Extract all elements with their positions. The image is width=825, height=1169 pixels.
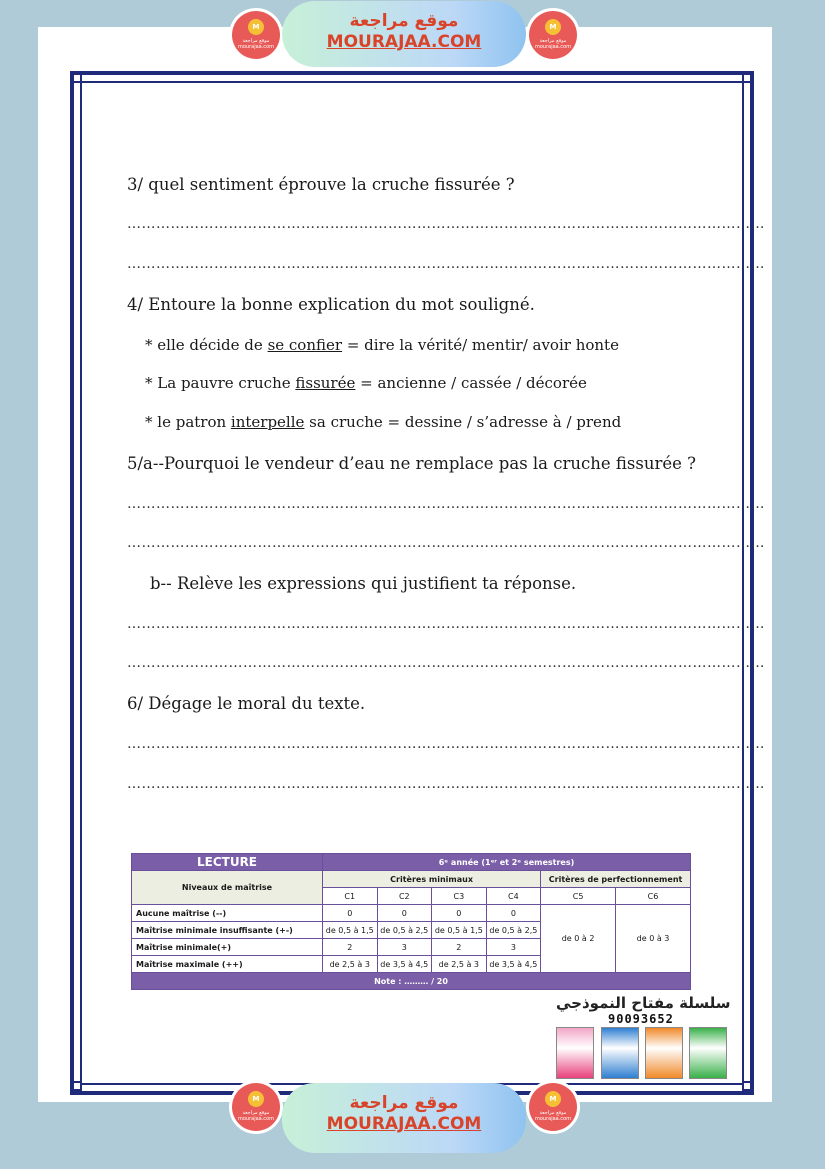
border-corner: [72, 1081, 82, 1091]
answer-line: ……………………………………………………………………………………………………………………: [127, 776, 765, 792]
question-4-option: * elle décide de se confier = dire la vérité/ mentir/ avoir honte: [145, 336, 619, 354]
column-header: C4: [486, 888, 541, 905]
column-header: C2: [377, 888, 432, 905]
border-corner: [742, 1081, 752, 1091]
table-header-perf: Critères de perfectionnement: [541, 871, 691, 888]
site-logo-text: موقع مراجعة mourajaa.com: [534, 1110, 571, 1122]
table-cell: 2: [323, 939, 378, 956]
site-banner-bottom[interactable]: [282, 1083, 526, 1153]
question-6: 6/ Dégage le moral du texte.: [127, 694, 366, 713]
table-cell-c6: de 0 à 3: [616, 905, 691, 973]
table-row: [132, 905, 691, 922]
table-cell: 2: [432, 939, 487, 956]
site-logo-icon[interactable]: M موقع مراجعة mourajaa.com: [232, 11, 280, 59]
table-cell: de 2,5 à 3: [323, 956, 378, 973]
site-logo-text: موقع مراجعة mourajaa.com: [534, 38, 571, 50]
answer-line: ……………………………………………………………………………………………………………………: [127, 496, 765, 512]
table-level: 6ᵉ année (1ᵉʳ et 2ᵉ semestres): [323, 854, 691, 871]
answer-line: ……………………………………………………………………………………………………………………: [127, 736, 765, 752]
answer-line: ……………………………………………………………………………………………………………………: [127, 616, 765, 632]
site-name-arabic: موقع مراجعة: [349, 11, 459, 31]
table-title: LECTURE: [132, 854, 323, 871]
column-header: C3: [432, 888, 487, 905]
series-title: سلسلة مفتاح النموذجي: [556, 994, 731, 1012]
table-cell: 0: [377, 905, 432, 922]
row-label: Aucune maîtrise (--): [132, 905, 323, 922]
question-5a: 5/a--Pourquoi le vendeur d’eau ne remplace pas la cruche fissurée ?: [127, 454, 696, 473]
table-cell-c5: de 0 à 2: [541, 905, 616, 973]
site-logo-icon[interactable]: M موقع مراجعة mourajaa.com: [529, 11, 577, 59]
answer-line: ……………………………………………………………………………………………………………………: [127, 535, 765, 551]
question-3: 3/ quel sentiment éprouve la cruche fissurée ?: [127, 175, 515, 194]
answer-line: ……………………………………………………………………………………………………………………: [127, 216, 765, 232]
border-corner: [72, 73, 82, 83]
site-banner-top[interactable]: [282, 1, 526, 67]
row-label: Maîtrise minimale(+): [132, 939, 323, 956]
border-corner: [742, 73, 752, 83]
table-cell: 0: [432, 905, 487, 922]
question-4-option: * le patron interpelle sa cruche = dessine / s’adresse à / prend: [145, 413, 622, 431]
question-4: 4/ Entoure la bonne explication du mot souligné.: [127, 295, 535, 314]
question-4-option: * La pauvre cruche fissurée = ancienne / cassée / décorée: [145, 374, 587, 392]
column-header: C1: [323, 888, 378, 905]
table-cell: 0: [323, 905, 378, 922]
table-header-niveaux: Niveaux de maîtrise: [132, 871, 323, 905]
table-cell: de 2,5 à 3: [432, 956, 487, 973]
table-cell: 0: [486, 905, 541, 922]
book-cover-image: [645, 1027, 683, 1079]
column-header: C6: [616, 888, 691, 905]
table-cell: de 0,5 à 1,5: [432, 922, 487, 939]
note-row: Note : ……… / 20: [132, 973, 691, 990]
table-cell: 3: [377, 939, 432, 956]
site-logo-text: موقع مراجعة mourajaa.com: [237, 38, 274, 50]
grading-table: [131, 853, 691, 990]
site-logo-icon[interactable]: M موقع مراجعة mourajaa.com: [529, 1083, 577, 1131]
book-cover-image: [601, 1027, 639, 1079]
row-label: Maîtrise maximale (++): [132, 956, 323, 973]
table-header-min: Critères minimaux: [323, 871, 541, 888]
question-5b: b-- Relève les expressions qui justifient ta réponse.: [150, 574, 577, 593]
table-cell: de 3,5 à 4,5: [377, 956, 432, 973]
answer-line: ……………………………………………………………………………………………………………………: [127, 655, 765, 671]
book-cover-image: [556, 1027, 594, 1079]
table-cell: de 3,5 à 4,5: [486, 956, 541, 973]
site-domain-link[interactable]: MOURAJAA.COM: [326, 1114, 482, 1134]
book-cover-image: [689, 1027, 727, 1079]
series-phone: 90093652: [608, 1012, 674, 1026]
table-cell: 3: [486, 939, 541, 956]
table-cell: de 0,5 à 2,5: [486, 922, 541, 939]
table-cell: de 0,5 à 1,5: [323, 922, 378, 939]
site-logo-icon[interactable]: M موقع مراجعة mourajaa.com: [232, 1083, 280, 1131]
site-logo-text: موقع مراجعة mourajaa.com: [237, 1110, 274, 1122]
site-name-arabic: موقع مراجعة: [349, 1093, 459, 1113]
row-label: Maîtrise minimale insuffisante (+-): [132, 922, 323, 939]
site-domain-link[interactable]: MOURAJAA.COM: [326, 32, 482, 52]
column-header: C5: [541, 888, 616, 905]
table-cell: de 0,5 à 2,5: [377, 922, 432, 939]
answer-line: ……………………………………………………………………………………………………………………: [127, 256, 765, 272]
